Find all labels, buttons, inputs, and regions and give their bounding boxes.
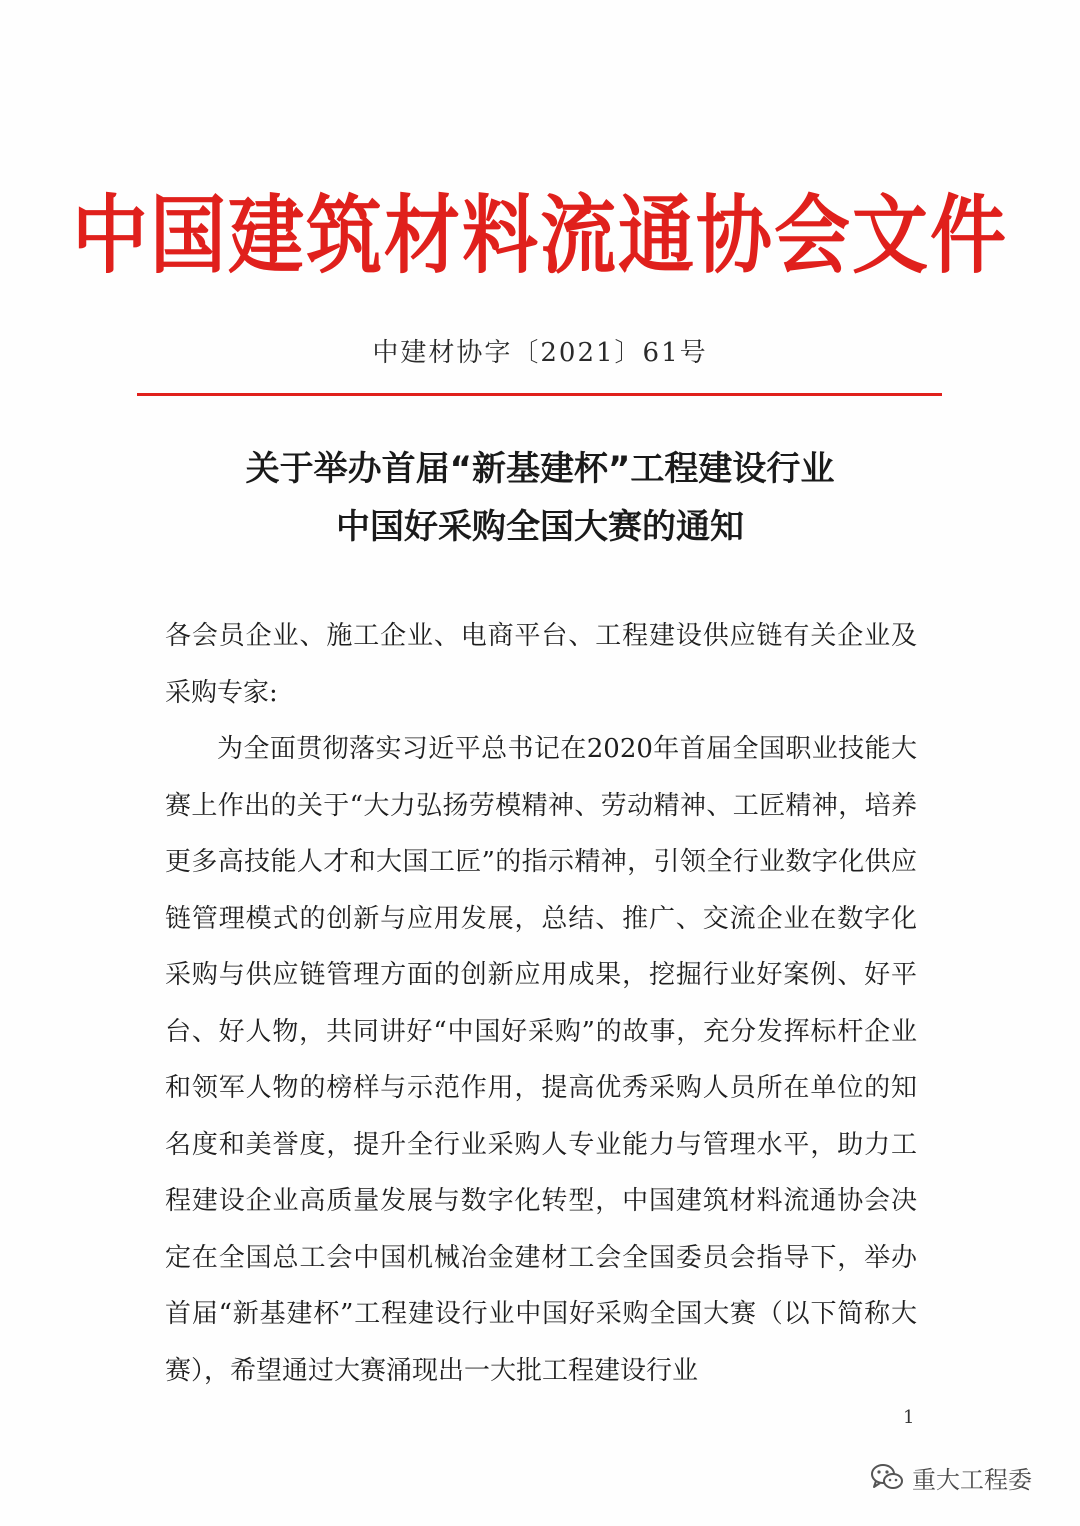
page-number: 1 (903, 1407, 915, 1428)
watermark-text: 重大工程委 (912, 1465, 1032, 1494)
document-number: 中建材协字〔2021〕61号 (372, 338, 708, 368)
wechat-icon (870, 1462, 904, 1492)
document-title-line-1: 关于举办首届“新基建杯”工程建设行业 (245, 449, 835, 489)
red-divider (137, 393, 942, 396)
salutation: 各会员企业、施工企业、电商平台、工程建设供应链有关企业及采购专家: (165, 621, 917, 708)
body-paragraph: 为全面贯彻落实习近平总书记在2020年首届全国职业技能大赛上作出的关于“大力弘扬劳模精神、劳动精神、工匠精神，培养更多高技能人才和大国工匠”的指示精神，引领全行业数字化供应链管理模式的创新与应用发展，总结、推广、交流企业在数字化采购与供应链管理方面的创新应用成果，挖掘行业好案例、好平台、好人物，共同讲好“中国好采购”的故事，充分发挥标杆企业和领军人物的榜样与示范作用，提高优秀采购人员所在单位的知名度和美誉度，提升全行业采购人专业能力与管理水平，助力工程建设企业高质量发展与数字化转型，中国建筑材料流通协会决定在全国总工会中国机械冶金建材工会全国委员会指导下，举办首届“新基建杯”工程建设行业中国好采购全国大赛（以下简称大赛），希望通过大赛涌现出一大批工程建设行业 (165, 734, 917, 1386)
document-body (165, 608, 917, 1399)
document-header-title: 中国建筑材料流通协会文件 (72, 185, 1008, 286)
watermark (870, 1460, 1032, 1494)
document-title (0, 440, 1080, 556)
document-title-line-2: 中国好采购全国大赛的通知 (336, 507, 744, 547)
